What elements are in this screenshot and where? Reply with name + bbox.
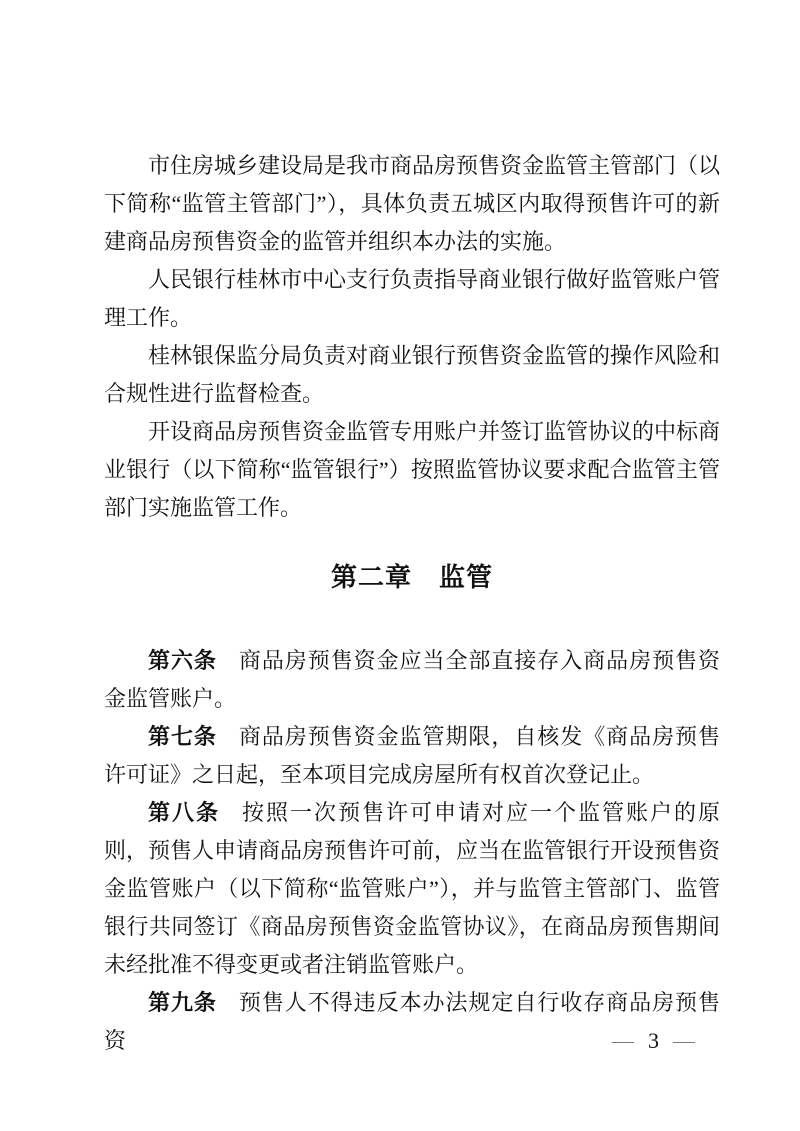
document-body (104, 147, 720, 1060)
paragraph (104, 261, 720, 337)
footer-dash-left: — (612, 1029, 634, 1052)
paragraph (104, 147, 720, 261)
paragraph-text: 商品房预售资金应当全部直接存入商品房预售资金监管账户。 (104, 648, 720, 711)
chapter-heading: 第二章 监管 (330, 563, 493, 592)
paragraph (104, 718, 720, 794)
paragraph (104, 794, 720, 984)
paragraph-text: 桂林银保监分局负责对商业银行预售资金监管的操作风险和合规性进行监督检查。 (104, 343, 721, 406)
paragraph-text: 按照一次预售许可申请对应一个监管账户的原则，预售人申请商品房预售许可前，应当在监管银行开设预售资金监管账户（以下简称“监管账户”），并与监管主管部门、监管银行共同签订《商品房预售资金监管协议》，在商品房预售期间未经批准不得变更或者注销监管账户。 (104, 800, 721, 977)
page-footer (612, 1028, 695, 1054)
paragraph-text: 市住房城乡建设局是我市商品房预售资金监管主管部门（以下简称“监管主管部门”），具体负责五城区内取得预售许可的新建商品房预售资金的监管并组织本办法的实施。 (104, 153, 721, 254)
footer-dash-right: — (673, 1029, 695, 1052)
article-number: 第八条 (148, 800, 220, 825)
paragraph-text: 商品房预售资金监管期限，自核发《商品房预售许可证》之日起，至本项目完成房屋所有权首次登记止。 (104, 724, 720, 787)
paragraph (104, 642, 720, 718)
paragraph (104, 337, 720, 413)
article-number: 第九条 (148, 990, 217, 1015)
page-number: 3 (648, 1028, 659, 1053)
paragraph-text: 人民银行桂林市中心支行负责指导商业银行做好监管账户管理工作。 (104, 267, 721, 330)
article-number: 第七条 (148, 724, 217, 749)
paragraph-text: 预售人不得违反本办法规定自行收存商品房预售资 (104, 990, 720, 1053)
paragraph (104, 413, 720, 527)
article-number: 第六条 (148, 648, 217, 673)
paragraph-text: 开设商品房预售资金监管专用账户并签订监管协议的中标商业银行（以下简称“监管银行”）按照监管协议要求配合监管主管部门实施监管工作。 (104, 419, 721, 520)
